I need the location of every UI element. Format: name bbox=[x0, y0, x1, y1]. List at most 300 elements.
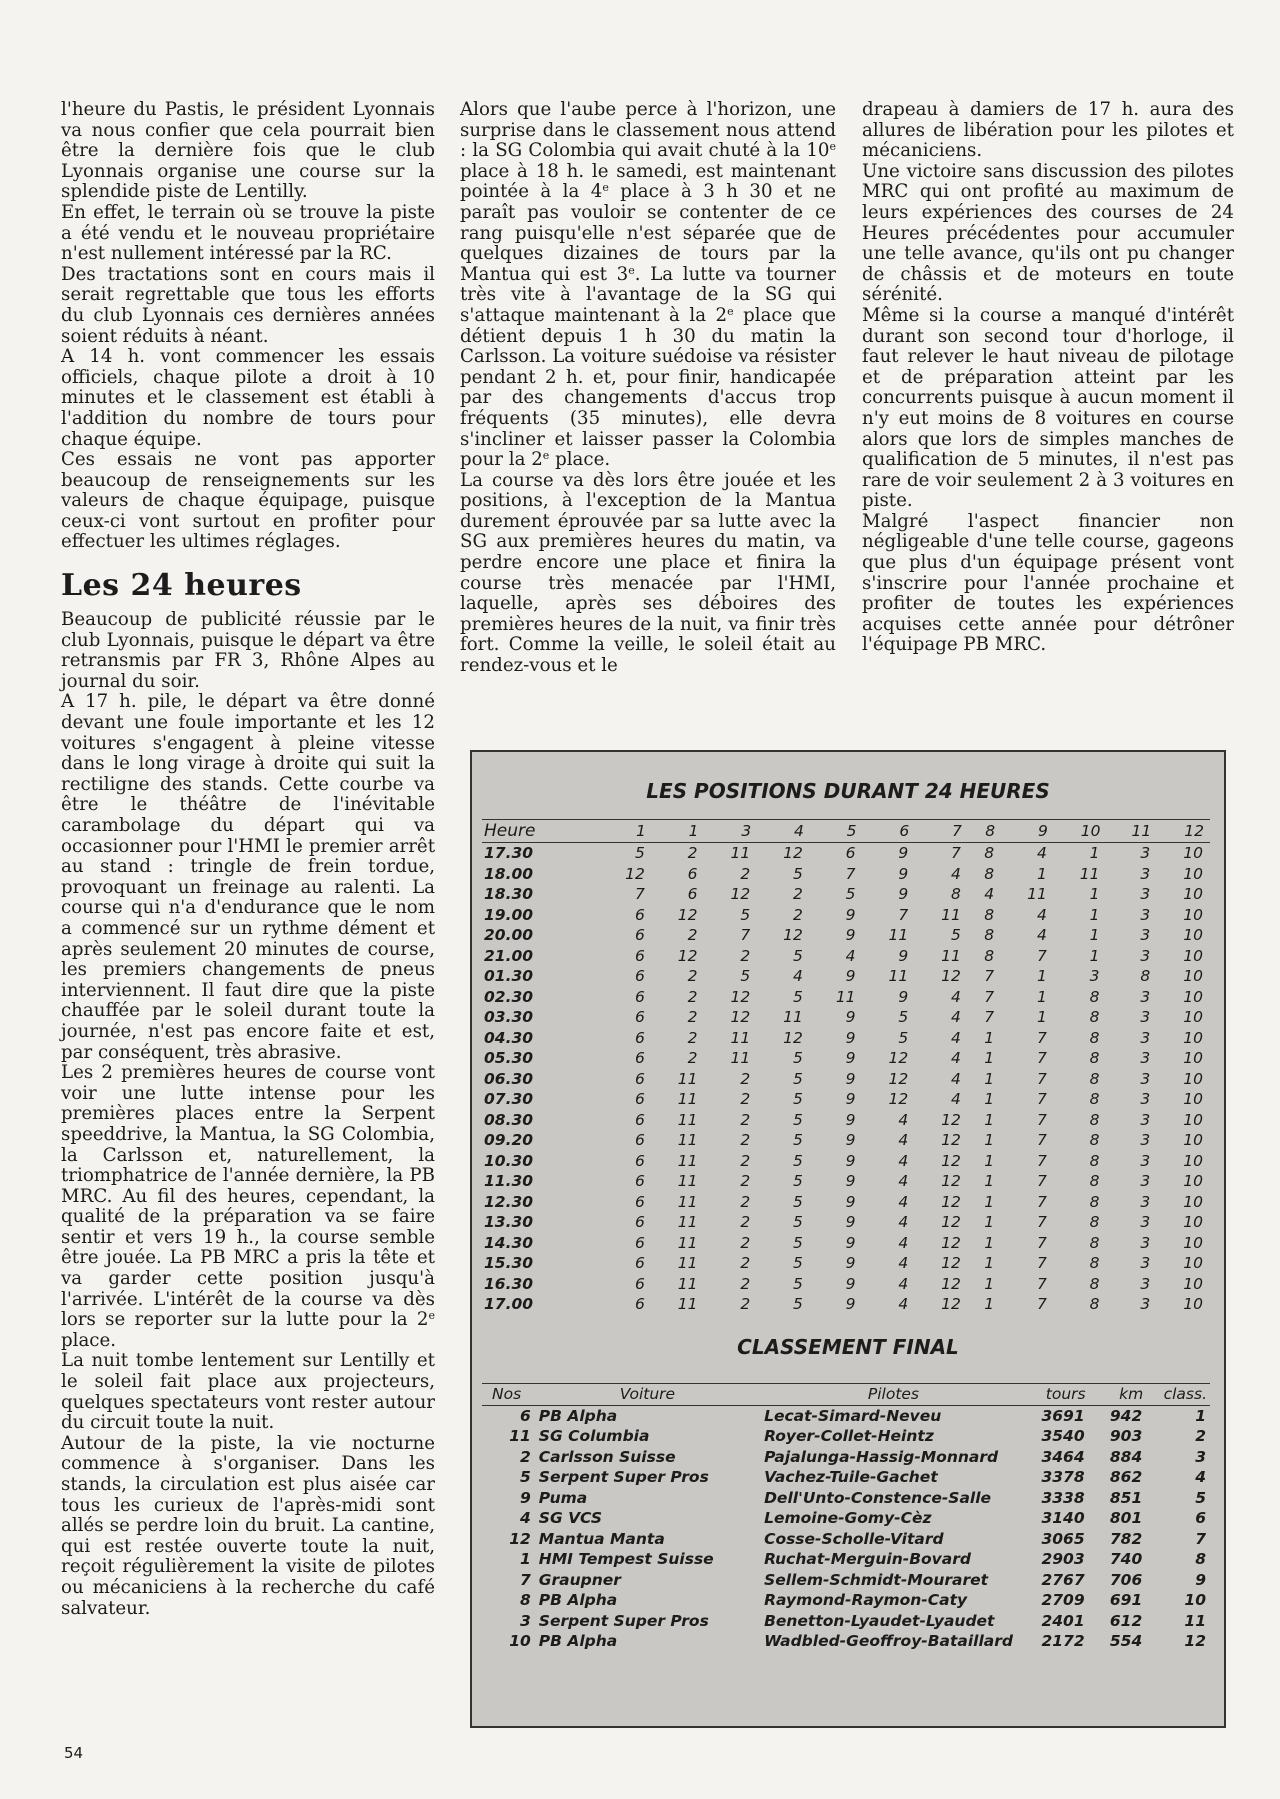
car-number-cell: 5 bbox=[793, 1254, 803, 1273]
car-number-cell: 6 bbox=[634, 1131, 645, 1150]
car-number-cell: 12 bbox=[941, 1274, 961, 1293]
car-number-cell: 2 bbox=[740, 1254, 751, 1273]
car-number-cell: 7 bbox=[984, 987, 995, 1006]
car-number-cell: 7 bbox=[1036, 1233, 1047, 1252]
car-number-cell: 12 bbox=[783, 844, 803, 863]
car-number-cell: 6 bbox=[634, 1295, 645, 1314]
position-column-header: 9 bbox=[1001, 820, 1054, 843]
car-number-cell: 11 bbox=[677, 1151, 698, 1170]
hour-column-header: Heure bbox=[482, 820, 599, 843]
rank-cell: 5 bbox=[1195, 1488, 1206, 1507]
car-number-cell: 5 bbox=[793, 1192, 803, 1211]
car-name-cell: PB Alpha bbox=[538, 1406, 618, 1425]
car-number-cell: 11 bbox=[730, 844, 751, 863]
car-number-cell: 10 bbox=[1183, 1172, 1203, 1191]
car-number-cell: 6 bbox=[845, 844, 856, 863]
hour-cell: 06.30 bbox=[484, 1069, 534, 1088]
table-row bbox=[482, 1171, 1210, 1192]
car-number-cell: 9 bbox=[845, 1069, 856, 1088]
table-row bbox=[482, 843, 1210, 864]
car-number-cell: 9 bbox=[845, 1028, 856, 1047]
rank-cell: 8 bbox=[1195, 1550, 1206, 1569]
superscript: e bbox=[542, 449, 550, 463]
position-column-header: 10 bbox=[1054, 820, 1107, 843]
car-number-cell: 10 bbox=[1183, 1131, 1203, 1150]
car-number-cell: 12 bbox=[677, 946, 698, 965]
car-number-cell: 9 bbox=[845, 1049, 856, 1068]
paragraph: En effet, le terrain où se trouve la piste a été vendu et le nouveau propriétaire n'est nullement intéressé par la RC. bbox=[61, 201, 435, 265]
car-number-cell: 8 bbox=[1089, 1295, 1100, 1314]
car-number-cell: 1 bbox=[1089, 885, 1100, 904]
car-number-cell: 12 bbox=[941, 1213, 961, 1232]
car-number-cell: 1 bbox=[984, 1295, 995, 1314]
hour-cell: 17.00 bbox=[484, 1295, 534, 1314]
car-number-cell: 12 bbox=[730, 987, 751, 1006]
superscript: e bbox=[829, 140, 836, 154]
car-number-cell: 12 bbox=[941, 1233, 961, 1252]
car-number-cell: 9 bbox=[845, 926, 856, 945]
paragraph: Une victoire sans discussion des pilotes MRC qui ont profité au maximum de leurs expériences des courses de 24 Heures précédentes pour accumuler une telle avance, qu'ils ont pu changer de châssis et de moteurs en toute sérénité. bbox=[862, 160, 1234, 306]
final-standings-table bbox=[482, 1383, 1210, 1652]
car-number-cell: 11 bbox=[941, 905, 961, 924]
car-name-cell: Graupner bbox=[538, 1570, 621, 1589]
table-row bbox=[482, 1570, 1210, 1591]
car-number-cell: 1 bbox=[1036, 1008, 1047, 1027]
car-number-cell: 6 bbox=[634, 1110, 645, 1129]
car-number-cell: 11 bbox=[677, 1069, 698, 1088]
car-number-cell: 9 bbox=[845, 1254, 856, 1273]
car-number-cell: 1 bbox=[984, 1069, 995, 1088]
car-number-cell: 1 bbox=[984, 1049, 995, 1068]
car-number-cell: 10 bbox=[1183, 1008, 1203, 1027]
laps-cell: 3065 bbox=[1041, 1529, 1085, 1548]
car-number-cell: 11 bbox=[730, 1028, 751, 1047]
table-row bbox=[482, 1549, 1210, 1570]
car-number-cell: 11 bbox=[509, 1427, 531, 1446]
paragraph bbox=[61, 1063, 435, 1351]
laps-cell: 3338 bbox=[1041, 1488, 1085, 1507]
car-number-cell: 11 bbox=[677, 1131, 698, 1150]
rank-cell: 12 bbox=[1184, 1632, 1206, 1651]
km-cell: 706 bbox=[1109, 1570, 1143, 1589]
table-row bbox=[482, 1590, 1210, 1611]
car-number-cell: 7 bbox=[951, 844, 961, 863]
car-number-cell: 7 bbox=[1036, 1049, 1047, 1068]
hour-cell: 02.30 bbox=[484, 987, 534, 1006]
car-number-cell: 6 bbox=[687, 885, 698, 904]
car-number-cell: 2 bbox=[740, 946, 751, 965]
car-name-cell: PB Alpha bbox=[538, 1632, 618, 1651]
table-row bbox=[482, 905, 1210, 926]
car-number-cell: 12 bbox=[783, 1028, 803, 1047]
car-name-cell: Carlsson Suisse bbox=[538, 1447, 676, 1466]
car-number-cell: 3 bbox=[1140, 1008, 1151, 1027]
position-column-header: 6 bbox=[863, 820, 916, 843]
hour-cell: 09.20 bbox=[484, 1131, 534, 1150]
drivers-cell: Lecat-Simard-Neveu bbox=[764, 1406, 942, 1425]
text-run: place à 18 h. le samedi, est maintenant pointée à la 4 bbox=[460, 160, 836, 203]
hour-cell: 18.00 bbox=[484, 864, 534, 883]
car-number-cell: 4 bbox=[898, 1295, 909, 1314]
car-number-cell: 4 bbox=[951, 987, 961, 1006]
paragraph: La course va dès lors être jouée et les positions, à l'exception de la Mantua durement éprouvée par sa lutte avec la SG aux premières heures du matin, va perdre encore une place et finira la course très menacée par l'HMI, laquelle, après ses déboires des premières heures de la nuit, va finir très fort. Comme la veille, le soleil était au rendez-vous et le bbox=[460, 469, 836, 677]
car-number-cell: 3 bbox=[1140, 1295, 1151, 1314]
car-number-cell: 8 bbox=[1089, 1090, 1100, 1109]
car-number-cell: 7 bbox=[519, 1570, 531, 1589]
car-number-cell: 10 bbox=[1183, 1151, 1203, 1170]
car-number-cell: 2 bbox=[740, 1131, 751, 1150]
km-cell: 851 bbox=[1109, 1488, 1143, 1507]
car-number-cell: 12 bbox=[941, 967, 961, 986]
car-number-cell: 4 bbox=[951, 1069, 961, 1088]
car-number-cell: 4 bbox=[898, 1172, 909, 1191]
car-number-cell: 10 bbox=[1183, 905, 1203, 924]
car-number-cell: 6 bbox=[634, 1274, 645, 1293]
text-run: Les 2 premières heures de course vont voir une lutte intense pour les premières places entre la Serpent speeddrive, la Mantua, la SG Colombia, la Carlsson et, naturellement, la triomphatrice de l'année dernière, la PB MRC. Au fil des heures, cependant, la qualité de la préparation va se faire sentir et vers 19 h., la course semble être jouée. La PB MRC a pris la tête et va garder cette position jusqu'à l'arrivée. L'intérêt de la course va dès lors se reporter sur la lutte pour la 2 bbox=[61, 1062, 435, 1331]
car-number-cell: 3 bbox=[1140, 1192, 1151, 1211]
car-number-cell: 10 bbox=[1183, 1295, 1203, 1314]
table-row bbox=[482, 1110, 1210, 1131]
car-number-cell: 8 bbox=[1089, 1233, 1100, 1252]
car-number-cell: 2 bbox=[687, 844, 698, 863]
car-number-cell: 4 bbox=[984, 885, 995, 904]
car-number-cell: 2 bbox=[687, 1028, 698, 1047]
car-number-cell: 12 bbox=[941, 1110, 961, 1129]
final-header-row bbox=[482, 1383, 1210, 1405]
car-number-cell: 1 bbox=[984, 1090, 995, 1109]
car-number-cell: 5 bbox=[898, 1008, 909, 1027]
km-cell: 801 bbox=[1109, 1509, 1143, 1528]
final-title: CLASSEMENT FINAL bbox=[737, 1334, 959, 1359]
car-number-cell: 12 bbox=[941, 1172, 961, 1191]
car-number-cell: 8 bbox=[519, 1591, 531, 1610]
car-number-cell: 7 bbox=[1036, 1028, 1047, 1047]
table-row bbox=[482, 1192, 1210, 1213]
car-number-cell: 6 bbox=[519, 1406, 531, 1425]
car-number-cell: 3 bbox=[1140, 1131, 1151, 1150]
car-number-cell: 9 bbox=[845, 1131, 856, 1150]
text-run: . La lutte va tourner très vite à l'avantage de la SG qui s'attaque maintenant à la 2 bbox=[460, 263, 836, 326]
car-name-cell: SG Columbia bbox=[538, 1427, 650, 1446]
car-number-cell: 11 bbox=[1027, 885, 1047, 904]
laps-cell: 3378 bbox=[1041, 1468, 1085, 1487]
car-number-cell: 5 bbox=[740, 967, 751, 986]
car-number-cell: 10 bbox=[1183, 1069, 1203, 1088]
car-name-header: Voiture bbox=[535, 1383, 760, 1405]
car-number-cell: 5 bbox=[740, 905, 751, 924]
laps-cell: 2401 bbox=[1041, 1611, 1085, 1630]
laps-cell: 2172 bbox=[1041, 1632, 1085, 1651]
car-number-cell: 3 bbox=[1140, 1090, 1151, 1109]
car-number-cell: 4 bbox=[898, 1192, 909, 1211]
car-number-cell: 4 bbox=[898, 1213, 909, 1232]
car-name-cell: SG VCS bbox=[538, 1509, 603, 1528]
car-number-cell: 11 bbox=[888, 926, 909, 945]
car-number-cell: 6 bbox=[634, 905, 645, 924]
car-number-cell: 3 bbox=[1140, 905, 1151, 924]
car-number-cell: 7 bbox=[1036, 1151, 1047, 1170]
car-number-cell: 3 bbox=[1140, 987, 1151, 1006]
article-column-2 bbox=[460, 100, 836, 677]
car-number-cell: 5 bbox=[793, 987, 803, 1006]
position-column-header: 12 bbox=[1157, 820, 1210, 843]
table-row bbox=[482, 1508, 1210, 1529]
hour-cell: 17.30 bbox=[484, 844, 534, 863]
car-number-cell: 3 bbox=[1140, 1274, 1151, 1293]
table-row bbox=[482, 925, 1210, 946]
car-number-cell: 11 bbox=[677, 1233, 698, 1252]
table-row bbox=[482, 1233, 1210, 1254]
rank-cell: 6 bbox=[1195, 1509, 1206, 1528]
position-column-header: 11 bbox=[1106, 820, 1157, 843]
car-number-cell: 2 bbox=[740, 1295, 751, 1314]
rank-cell: 10 bbox=[1184, 1591, 1206, 1610]
car-number-cell: 3 bbox=[519, 1611, 531, 1630]
text-run: place. bbox=[549, 449, 611, 471]
car-number-cell: 2 bbox=[687, 1008, 698, 1027]
table-row bbox=[482, 1529, 1210, 1550]
car-number-cell: 7 bbox=[1036, 1295, 1047, 1314]
car-number-cell: 2 bbox=[687, 987, 698, 1006]
rank-cell: 7 bbox=[1195, 1529, 1206, 1548]
drivers-cell: Lemoine-Gomy-Cèz bbox=[764, 1509, 932, 1528]
car-number-cell: 3 bbox=[1140, 1110, 1151, 1129]
car-number-cell: 4 bbox=[951, 1049, 961, 1068]
car-number-cell: 8 bbox=[1089, 1110, 1100, 1129]
car-number-cell: 11 bbox=[888, 967, 909, 986]
drivers-cell: Royer-Collet-Heintz bbox=[764, 1427, 934, 1446]
car-number-cell: 4 bbox=[898, 1254, 909, 1273]
car-number-cell: 10 bbox=[1183, 1213, 1203, 1232]
hour-cell: 05.30 bbox=[484, 1049, 534, 1068]
table-row bbox=[482, 1426, 1210, 1447]
position-column-header: 3 bbox=[705, 820, 758, 843]
car-number-cell: 11 bbox=[677, 1110, 698, 1129]
car-number-cell: 10 bbox=[1183, 1233, 1203, 1252]
car-number-cell: 10 bbox=[1183, 926, 1203, 945]
car-number-cell: 3 bbox=[1140, 864, 1151, 883]
car-number-cell: 4 bbox=[951, 1008, 961, 1027]
car-number-cell: 3 bbox=[1140, 1172, 1151, 1191]
km-cell: 942 bbox=[1109, 1406, 1143, 1425]
car-number-cell: 7 bbox=[898, 905, 909, 924]
car-number-cell: 9 bbox=[898, 946, 909, 965]
car-number-cell: 6 bbox=[634, 1049, 645, 1068]
car-number-cell: 11 bbox=[1079, 864, 1100, 883]
car-number-cell: 9 bbox=[898, 885, 909, 904]
car-number-cell: 10 bbox=[1183, 1090, 1203, 1109]
car-number-cell: 4 bbox=[951, 1028, 961, 1047]
car-number-cell: 5 bbox=[845, 885, 856, 904]
car-number-cell: 2 bbox=[740, 1151, 751, 1170]
car-number-cell: 2 bbox=[687, 967, 698, 986]
car-number-cell: 1 bbox=[984, 1254, 995, 1273]
position-column-header: 1 bbox=[652, 820, 705, 843]
hour-cell: 16.30 bbox=[484, 1274, 534, 1293]
drivers-cell: Ruchat-Merguin-Bovard bbox=[764, 1550, 971, 1569]
car-number-cell: 9 bbox=[845, 1192, 856, 1211]
car-number-cell: 4 bbox=[898, 1110, 909, 1129]
car-number-cell: 12 bbox=[941, 1192, 961, 1211]
hour-cell: 01.30 bbox=[484, 967, 534, 986]
position-column-header: 1 bbox=[599, 820, 652, 843]
car-number-cell: 4 bbox=[951, 864, 961, 883]
positions-title: LES POSITIONS DURANT 24 HEURES bbox=[646, 779, 1050, 803]
car-number-cell: 4 bbox=[898, 1233, 909, 1252]
table-row bbox=[482, 1089, 1210, 1110]
car-number-cell: 2 bbox=[740, 1090, 751, 1109]
rank-cell: 3 bbox=[1195, 1447, 1206, 1466]
car-number-cell: 1 bbox=[984, 1213, 995, 1232]
drivers-cell: Pajalunga-Hassig-Monnard bbox=[764, 1447, 999, 1466]
car-number-cell: 10 bbox=[1183, 844, 1203, 863]
car-number-cell: 9 bbox=[845, 1008, 856, 1027]
text-run: place. bbox=[61, 1329, 117, 1351]
car-number-cell: 1 bbox=[1036, 864, 1047, 883]
table-row bbox=[482, 1488, 1210, 1509]
car-number-cell: 1 bbox=[1089, 905, 1100, 924]
car-number-cell: 8 bbox=[1140, 967, 1151, 986]
car-number-cell: 8 bbox=[984, 844, 995, 863]
car-number-cell: 10 bbox=[1183, 864, 1203, 883]
paragraph: Même si la course a manqué d'intérêt durant son second tour d'horloge, il faut relever le haut niveau de pilotage et de préparation atteint par les concurrents puisque à aucun moment il n'y eut moins de 8 voitures en course alors que lors de simples manches de qualification de 5 minutes, il n'est pas rare de voir seulement 2 à 3 voitures en piste. bbox=[862, 304, 1234, 512]
car-number-cell: 3 bbox=[1089, 967, 1100, 986]
car-number-cell: 12 bbox=[888, 1069, 909, 1088]
car-number-cell: 2 bbox=[687, 1049, 698, 1068]
car-number-cell: 1 bbox=[984, 1192, 995, 1211]
car-number-cell: 6 bbox=[687, 864, 698, 883]
car-number-cell: 10 bbox=[1183, 885, 1203, 904]
car-number-cell: 6 bbox=[634, 1008, 645, 1027]
car-number-cell: 1 bbox=[984, 1131, 995, 1150]
car-number-cell: 1 bbox=[984, 1028, 995, 1047]
car-number-cell: 11 bbox=[835, 987, 856, 1006]
car-number-cell: 6 bbox=[634, 1192, 645, 1211]
km-cell: 612 bbox=[1109, 1611, 1143, 1630]
car-number-cell: 1 bbox=[519, 1550, 531, 1569]
table-row bbox=[482, 946, 1210, 967]
car-name-cell: Mantua Manta bbox=[538, 1529, 665, 1548]
car-number-cell: 5 bbox=[793, 946, 803, 965]
car-number-cell: 6 bbox=[634, 967, 645, 986]
car-number-cell: 8 bbox=[1089, 1028, 1100, 1047]
car-number-cell: 10 bbox=[1183, 1110, 1203, 1129]
car-number-cell: 8 bbox=[1089, 1213, 1100, 1232]
car-number-cell: 5 bbox=[793, 864, 803, 883]
car-number-cell: 3 bbox=[1140, 946, 1151, 965]
car-number-cell: 8 bbox=[1089, 1192, 1100, 1211]
car-number-cell: 5 bbox=[793, 1131, 803, 1150]
car-number-cell: 5 bbox=[793, 1110, 803, 1129]
car-number-cell: 7 bbox=[634, 885, 645, 904]
car-number-cell: 9 bbox=[845, 905, 856, 924]
hour-cell: 18.30 bbox=[484, 885, 534, 904]
car-number-cell: 2 bbox=[740, 1213, 751, 1232]
hour-cell: 15.30 bbox=[484, 1254, 534, 1273]
car-number-cell: 2 bbox=[740, 1172, 751, 1191]
paragraph: l'heure du Pastis, le président Lyonnais va nous confier que cela pourrait bien être la dernière fois que le club Lyonnais organise une course sur la splendide piste de Lentilly. bbox=[61, 99, 435, 203]
car-number-cell: 3 bbox=[1140, 926, 1151, 945]
car-number-cell: 6 bbox=[634, 1233, 645, 1252]
car-number-cell: 8 bbox=[1089, 1274, 1100, 1293]
car-number-cell: 4 bbox=[898, 1151, 909, 1170]
car-number-cell: 9 bbox=[845, 1213, 856, 1232]
paragraph: Des tractations sont en cours mais il serait regrettable que tous les efforts du club Lyonnais ces dernières années soient réduits à néant. bbox=[61, 263, 435, 347]
rank-cell: 2 bbox=[1195, 1427, 1206, 1446]
car-number-cell: 7 bbox=[1036, 946, 1047, 965]
car-number-cell: 10 bbox=[1183, 946, 1203, 965]
positions-table bbox=[482, 819, 1210, 1315]
car-number-cell: 2 bbox=[740, 1069, 751, 1088]
table-row bbox=[482, 1069, 1210, 1090]
car-number-cell: 1 bbox=[984, 1151, 995, 1170]
laps-cell: 3464 bbox=[1041, 1447, 1085, 1466]
car-number-header: Nos bbox=[482, 1383, 535, 1405]
car-number-cell: 11 bbox=[730, 1049, 751, 1068]
hour-cell: 08.30 bbox=[484, 1110, 534, 1129]
km-header: km bbox=[1089, 1383, 1147, 1405]
car-number-cell: 8 bbox=[1089, 987, 1100, 1006]
car-number-cell: 3 bbox=[1140, 1069, 1151, 1088]
car-number-cell: 8 bbox=[1089, 1254, 1100, 1273]
drivers-cell: Dell'Unto-Constence-Salle bbox=[764, 1488, 992, 1507]
car-number-cell: 6 bbox=[634, 1151, 645, 1170]
car-number-cell: 12 bbox=[941, 1295, 961, 1314]
hour-cell: 12.30 bbox=[484, 1192, 534, 1211]
car-number-cell: 4 bbox=[1036, 926, 1047, 945]
car-number-cell: 6 bbox=[634, 946, 645, 965]
text-run: place à 3 h 30 et ne paraît pas vouloir se contenter de ce rang puisqu'elle n'est séparée que de quelques dizaines de tours par la Mantua qui est 3 bbox=[460, 181, 836, 285]
laps-cell: 3691 bbox=[1041, 1406, 1085, 1425]
car-number-cell: 5 bbox=[951, 926, 961, 945]
laps-cell: 2767 bbox=[1041, 1570, 1085, 1589]
drivers-cell: Sellem-Schmidt-Mouraret bbox=[764, 1570, 989, 1589]
car-number-cell: 12 bbox=[677, 905, 698, 924]
car-number-cell: 7 bbox=[845, 864, 856, 883]
car-number-cell: 10 bbox=[1183, 1274, 1203, 1293]
car-number-cell: 11 bbox=[677, 1213, 698, 1232]
paragraph: A 17 h. pile, le départ va être donné devant une foule importante et les 12 voitures s'engagent à pleine vitesse dans le long virage à droite qui suit la rectiligne des stands. Cette courbe va être le théâtre de l'inévitable carambolage du départ qui va occasionner pour l'HMI le premier arrêt au stand : tringle de frein tordue, provoquant un freinage au ralenti. La course qui n'a d'endurance que le nom a commencé sur un rythme dément et après seulement 20 minutes de course, les premiers changements de pneus interviennent. Il faut dire que la piste chauffée par le soleil durant toute la journée, n'est pas encore faite et est, par conséquent, très abrasive. bbox=[61, 691, 435, 1063]
hour-cell: 03.30 bbox=[484, 1008, 534, 1027]
hour-cell: 04.30 bbox=[484, 1028, 534, 1047]
car-number-cell: 9 bbox=[845, 1274, 856, 1293]
car-number-cell: 11 bbox=[783, 1008, 803, 1027]
car-number-cell: 6 bbox=[634, 1069, 645, 1088]
car-number-cell: 2 bbox=[740, 1110, 751, 1129]
results-box bbox=[470, 750, 1226, 1728]
car-number-cell: 11 bbox=[677, 1192, 698, 1211]
position-column-header: 7 bbox=[915, 820, 968, 843]
car-number-cell: 5 bbox=[793, 1151, 803, 1170]
car-number-cell: 11 bbox=[677, 1274, 698, 1293]
table-row bbox=[482, 966, 1210, 987]
superscript: e bbox=[628, 263, 635, 277]
car-number-cell: 8 bbox=[1089, 1131, 1100, 1150]
car-number-cell: 7 bbox=[1036, 1172, 1047, 1191]
car-number-cell: 8 bbox=[1089, 1069, 1100, 1088]
car-number-cell: 10 bbox=[1183, 967, 1203, 986]
drivers-header: Pilotes bbox=[760, 1383, 1027, 1405]
rank-cell: 11 bbox=[1184, 1611, 1206, 1630]
table-row bbox=[482, 1151, 1210, 1172]
car-number-cell: 7 bbox=[984, 1008, 995, 1027]
car-number-cell: 10 bbox=[1183, 1028, 1203, 1047]
car-number-cell: 5 bbox=[519, 1468, 531, 1487]
car-number-cell: 5 bbox=[793, 1069, 803, 1088]
drivers-cell: Raymond-Raymon-Caty bbox=[764, 1591, 968, 1610]
table-row bbox=[482, 1447, 1210, 1468]
table-row bbox=[482, 1294, 1210, 1315]
